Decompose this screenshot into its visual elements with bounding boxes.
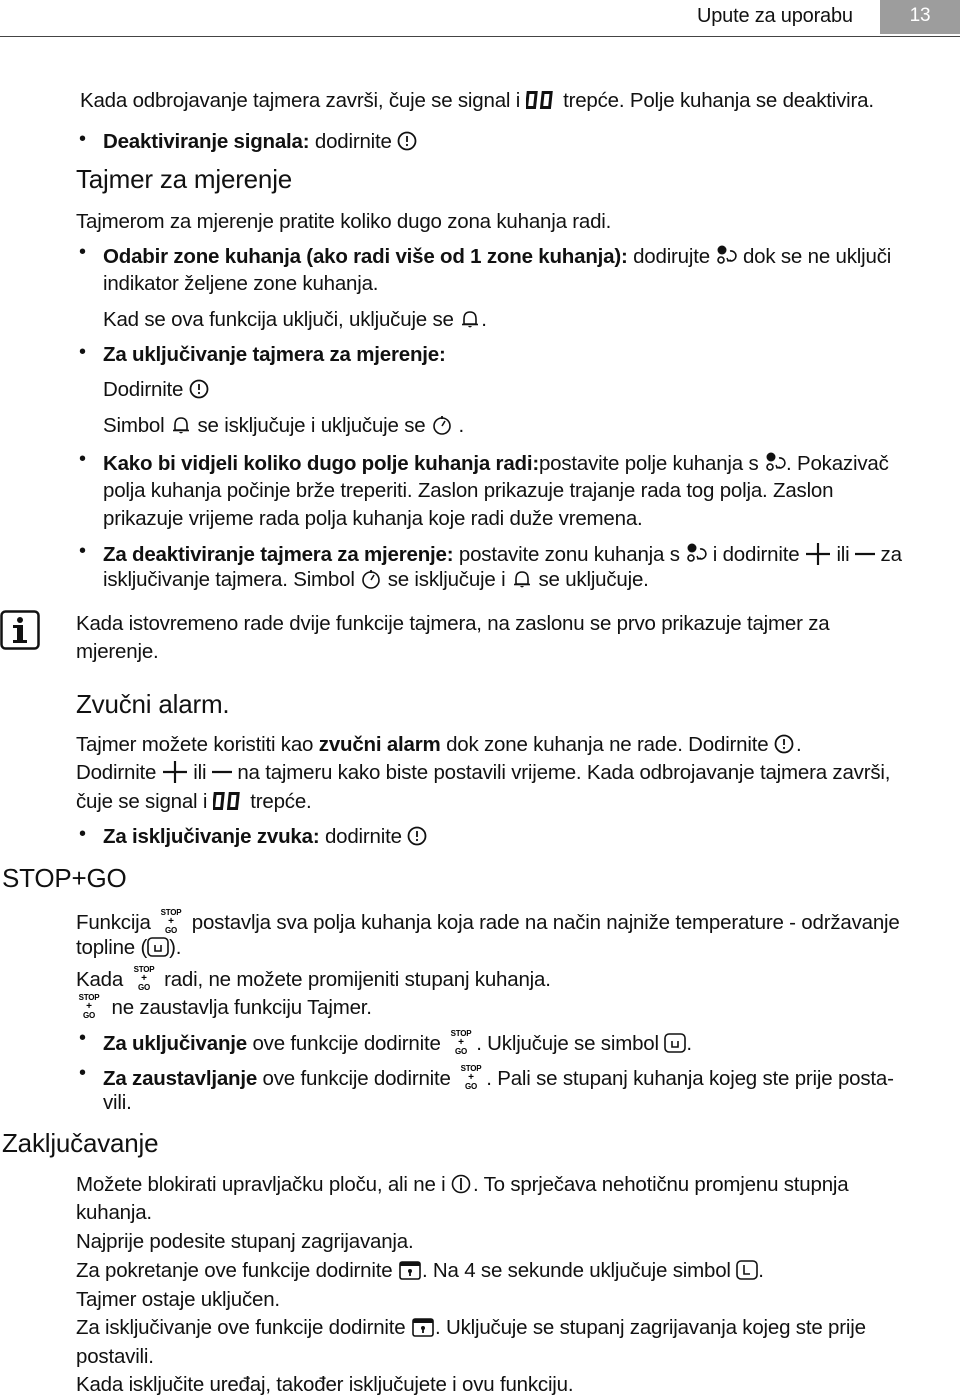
stop-go-bottom: GO — [137, 983, 150, 992]
lock-line1-b: . To sprječava nehotičnu promjenu stupnja — [473, 1173, 849, 1196]
timer-on-line3-a: Simbol — [103, 414, 165, 437]
deactivate-signal-text: dodirnite — [314, 130, 392, 153]
timer-off-line2-c: se uključuje. — [538, 568, 649, 591]
lock-line6-b: . Uključuje se stupanj zagrijavanja kojeg ste prije — [434, 1316, 866, 1339]
stopgo-on-text-c: . — [686, 1032, 692, 1055]
alarm-line2-b: ili — [193, 761, 207, 784]
bullet-dot: • — [79, 823, 86, 845]
timer-on-line3 — [103, 414, 464, 438]
stop-go-top: STOP — [450, 1029, 472, 1038]
alarm-line3-a: čuje se signal i — [76, 790, 208, 813]
stop-go-bottom: GO — [165, 926, 178, 935]
stopgo-stop-line2: vili. — [103, 1091, 132, 1114]
timer-clock-icon — [397, 130, 419, 152]
lock-heading: Zaključavanje — [2, 1128, 159, 1158]
timer-off-line2-b: se isključuje i — [387, 568, 506, 591]
stopgo-bullet-1 — [103, 1028, 692, 1056]
lock-line6-a: Za isključivanje ove funkcije dodirnite — [76, 1316, 406, 1339]
timer-off-text-c: ili — [836, 543, 850, 566]
lock-line4 — [76, 1259, 764, 1283]
bullet-dot: • — [79, 1027, 86, 1049]
stopgo-line2 — [76, 936, 181, 960]
timer-on-label: Za uključivanje tajmera za mjerenje: — [103, 343, 446, 366]
stop-go-top: STOP — [460, 1064, 482, 1073]
stopgo-line3-b: radi, ne možete promijeniti stupanj kuhanja. — [164, 968, 551, 991]
bullet-dot: • — [79, 341, 86, 363]
stop-go-top: STOP — [78, 993, 100, 1002]
timer-on-line2-text: Dodirnite — [103, 378, 184, 401]
timer-bullet-3 — [103, 450, 889, 476]
lock-line1-a: Možete blokirati upravljačku ploču, ali ne i — [76, 1173, 446, 1196]
stopgo-on-text-b: . Uključuje se simbol — [476, 1032, 659, 1055]
stopgo-on-label: Za uključivanje — [103, 1032, 247, 1055]
stopgo-stop-label: Za zaustavljanje — [103, 1067, 258, 1090]
stop-go-plus: + — [458, 1037, 465, 1048]
stopgo-line3-a: Kada — [76, 968, 124, 991]
zone-select-line2: indikator željene zone kuhanja. — [103, 272, 379, 295]
alarm-bullet — [103, 825, 429, 849]
display-digits-icon — [526, 89, 558, 111]
timer-intro: Tajmerom za mjerenje pratite koliko dugo zona kuhanja radi. — [76, 210, 612, 233]
stop-go-plus: + — [468, 1072, 475, 1083]
stop-go-plus: + — [86, 1001, 92, 1012]
stopgo-line1-a: Funkcija — [76, 911, 151, 934]
bell-icon — [511, 568, 533, 590]
stop-go-plus: + — [168, 916, 175, 927]
stopgo-stop-text-a: ove funkcije dodirnite — [262, 1067, 451, 1090]
alarm-line2-c: na tajmeru kako biste postavili vrijeme. Kada odbrojavanje tajmera završi, — [237, 761, 891, 784]
stopgo-line2-a: topline ( — [76, 936, 148, 959]
header-divider — [0, 36, 960, 37]
plus-icon — [162, 761, 188, 783]
lock-indicator-l-icon — [736, 1259, 758, 1281]
lock-line2: kuhanja. — [76, 1201, 152, 1224]
info-icon — [0, 610, 40, 650]
stop-go-icon — [446, 1028, 476, 1056]
alarm-line2 — [76, 761, 890, 785]
timer-on-line3-b: se isključuje i uključuje se — [197, 414, 426, 437]
power-icon — [451, 1173, 473, 1195]
page-number: 13 — [880, 0, 960, 34]
timer-off-text-d: za — [880, 543, 902, 566]
how-long-text-a: postavite polje kuhanja s — [538, 452, 759, 475]
stopgo-line4-text: ne zaustavlja funkciju Tajmer. — [111, 996, 372, 1019]
zone-select-line3-a: Kad se ova funkcija uključi, uključuje se — [103, 308, 454, 331]
alarm-line1 — [76, 733, 801, 757]
timer-clock-icon — [407, 825, 429, 847]
timer-clock-icon — [189, 378, 211, 400]
keep-warm-icon — [147, 936, 169, 958]
header-title: Upute za uporabu — [697, 5, 853, 27]
lock-icon — [398, 1259, 422, 1281]
display-digits-icon — [213, 790, 245, 812]
zone-select-label: Odabir zone kuhanja (ako radi više od 1 zone kuhanja): — [103, 245, 628, 268]
alarm-heading: Zvučni alarm. — [76, 689, 230, 719]
how-long-line3: prikazuje vrijeme rada polja kuhanja koje radi duže vremena. — [103, 507, 643, 530]
timer-off-text-a: postavite zonu kuhanja s — [458, 543, 680, 566]
lock-line3: Najprije podesite stupanj zagrijavanja. — [76, 1230, 414, 1253]
stopgo-line3 — [76, 964, 551, 992]
stop-go-plus: + — [140, 973, 147, 984]
lock-line1 — [76, 1173, 848, 1197]
timer-bullet-4 — [103, 541, 902, 567]
stop-go-icon — [76, 992, 106, 1020]
lock-line4-c: . — [758, 1259, 764, 1282]
stop-go-top: STOP — [133, 965, 154, 974]
stopgo-line1-b: postavlja sva polja kuhanja koja rade na način najniže temperature - održavanje — [191, 911, 900, 934]
how-long-text-b: . Pokazivač — [786, 452, 889, 475]
stopgo-heading: STOP+GO — [2, 863, 127, 893]
lock-line4-a: Za pokretanje ove funkcije dodirnite — [76, 1259, 393, 1282]
stopgo-on-text-a: ove funkcije dodirnite — [252, 1032, 441, 1055]
info-line2: mjerenje. — [76, 640, 159, 663]
zone-select-line3 — [103, 308, 487, 332]
bullet-dot: • — [79, 1062, 86, 1084]
bell-icon — [170, 414, 192, 436]
stopwatch-icon — [431, 414, 453, 436]
timer-off-line2-a: isključivanje tajmera. Simbol — [103, 568, 355, 591]
alarm-line3-b: trepće. — [250, 790, 312, 813]
stopgo-stop-text-b: . Pali se stupanj kuhanja kojeg ste prije posta- — [486, 1067, 894, 1090]
how-long-line2: polja kuhanja počinje brže treperiti. Zaslon prikazuje trajanje rada tog polja. Zaslon — [103, 479, 834, 502]
alarm-line1-b: dok zone kuhanja ne rade. Dodirnite — [446, 733, 769, 756]
plus-icon — [805, 543, 831, 565]
stop-go-icon — [156, 907, 186, 935]
stopgo-line1 — [76, 907, 900, 935]
stopwatch-icon — [360, 568, 382, 590]
stop-go-bottom: GO — [465, 1082, 478, 1091]
stop-go-bottom: GO — [82, 1011, 96, 1020]
timer-off-line2 — [103, 568, 649, 592]
stopgo-line4 — [76, 992, 372, 1020]
how-long-label: Kako bi vidjeli koliko dugo polje kuhanja radi: — [103, 452, 539, 475]
alarm-off-label: Za isključivanje zvuka: — [103, 825, 320, 848]
zone-selector-icon — [764, 450, 786, 474]
lock-line8: Kada isključite uređaj, također isključujete i ovu funkciju. — [76, 1373, 574, 1396]
alarm-line3 — [76, 790, 312, 814]
stop-go-icon — [129, 964, 159, 992]
lock-line6 — [76, 1316, 866, 1340]
alarm-off-text: dodirnite — [324, 825, 402, 848]
zone-select-text-b: dok se ne uključi — [742, 245, 892, 268]
deactivate-signal-item — [103, 130, 419, 154]
lock-icon — [411, 1316, 435, 1338]
timer-heading: Tajmer za mjerenje — [76, 164, 293, 194]
stop-go-top: STOP — [160, 908, 182, 917]
keep-warm-icon — [664, 1032, 686, 1054]
alarm-line1-c: . — [795, 733, 802, 756]
bullet-dot: • — [79, 241, 86, 263]
zone-selector-icon — [715, 243, 737, 267]
zone-selector-icon — [685, 541, 707, 565]
bullet-dot: • — [79, 448, 86, 470]
minus-icon — [212, 761, 232, 783]
bullet-dot: • — [79, 540, 86, 562]
lock-line4-b: . Na 4 se sekunde uključuje simbol — [421, 1259, 731, 1282]
timer-bullet-1 — [103, 243, 891, 269]
alarm-line1-a: Tajmer možete koristiti kao — [76, 733, 314, 756]
intro-line — [80, 89, 874, 113]
intro-text-a: Kada odbrojavanje tajmera završi, čuje se signal i — [80, 89, 521, 112]
zone-select-text-a: dodirujte — [633, 245, 710, 268]
info-line1: Kada istovremeno rade dvije funkcije tajmera, na zaslonu se prvo prikazuje tajmer za — [76, 612, 830, 635]
timer-on-line2 — [103, 378, 211, 402]
alarm-line2-a: Dodirnite — [76, 761, 157, 784]
timer-off-label: Za deaktiviranje tajmera za mjerenje: — [103, 543, 454, 566]
timer-on-line3-c: . — [458, 414, 464, 437]
stop-go-bottom: GO — [455, 1047, 468, 1056]
stopgo-line2-b: ). — [169, 936, 182, 959]
timer-clock-icon — [774, 733, 796, 755]
deactivate-signal-label: Deaktiviranje signala: — [103, 130, 310, 153]
zone-select-line3-b: . — [481, 308, 487, 331]
bell-icon — [459, 308, 481, 330]
bullet-dot: • — [79, 128, 86, 150]
lock-line7: postavili. — [76, 1345, 154, 1368]
stop-go-icon — [456, 1063, 486, 1091]
minus-icon — [855, 543, 875, 565]
lock-line5: Tajmer ostaje uključen. — [76, 1288, 280, 1311]
stopgo-bullet-2 — [103, 1063, 894, 1091]
timer-off-text-b: i dodirnite — [712, 543, 800, 566]
intro-text-b: trepće. Polje kuhanja se deaktivira. — [563, 89, 874, 112]
alarm-line1-bold: zvučni alarm — [318, 733, 441, 756]
